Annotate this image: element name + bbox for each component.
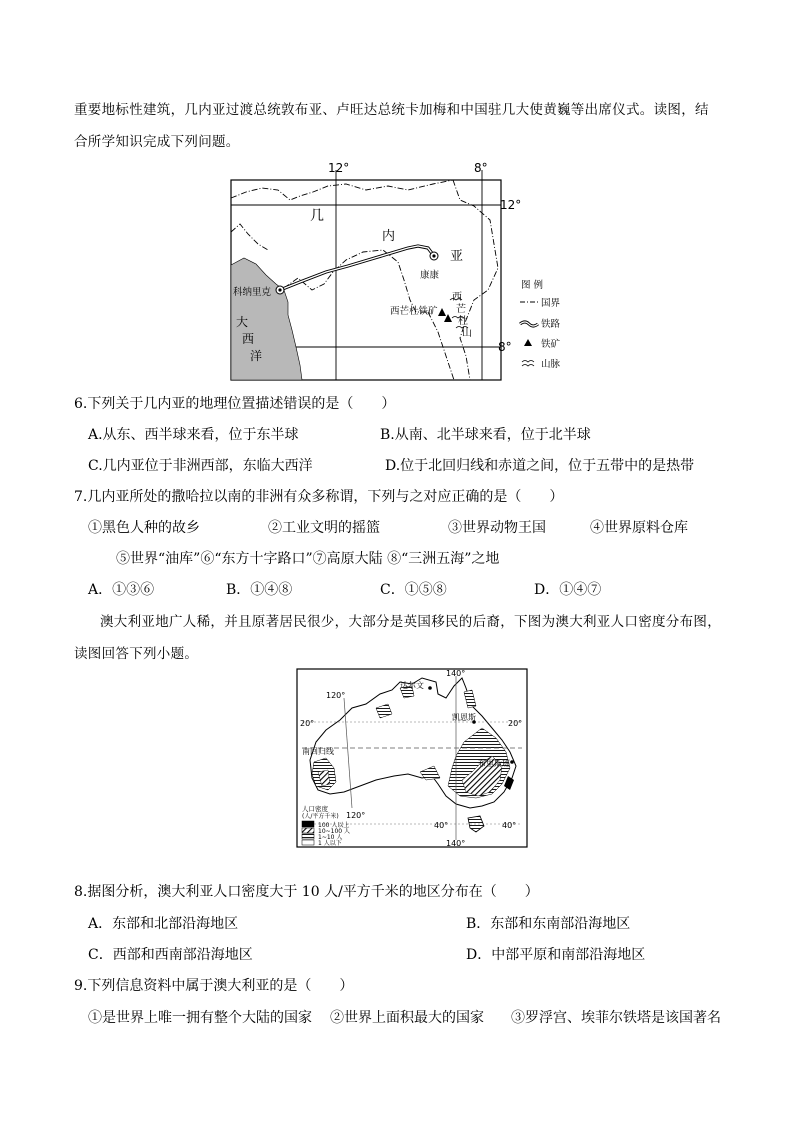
map1-ocean-2: 西 xyxy=(242,332,255,346)
map1-mountain-4: 山 xyxy=(462,328,472,339)
q8-option-c: C．西部和西南部沿海地区 xyxy=(88,947,253,963)
q6-stem: 6.下列关于几内亚的地理位置描述错误的是（ ） xyxy=(74,396,396,412)
map1-mountain-1: 西 xyxy=(452,292,462,303)
intro2-line1: 澳大利亚地广人稀，并且原著居民很少，大部分是英国移民的后裔，下图为澳大利亚人口密度分布图， xyxy=(100,614,721,630)
q7-stem: 7.几内亚所处的撒哈拉以南的非洲有众多称谓，下列与之对应正确的是（ ） xyxy=(74,489,564,505)
legend-swatch-hatch xyxy=(302,828,314,833)
q7-item-3: ③世界动物王国 xyxy=(448,520,546,536)
map1-legend-title: 图 例 xyxy=(521,280,544,291)
australia-map xyxy=(296,668,528,848)
q7-item-2: ②工业文明的摇篮 xyxy=(268,520,380,536)
q8-option-b: B．东部和东南部沿海地区 xyxy=(466,916,631,932)
map2-tropic: 南回归线 xyxy=(302,747,334,756)
map1-ocean-1: 大 xyxy=(236,315,249,329)
map2-cairns: 凯恩斯 xyxy=(452,713,476,722)
q6-option-a: A.从东、西半球来看，位于东半球 xyxy=(88,427,299,443)
intro2-line2: 读图回答下列小题。 xyxy=(74,646,199,662)
map1-country-3: 亚 xyxy=(450,249,464,264)
q7-option-d: D．①④⑦ xyxy=(534,582,602,598)
intro1-line1: 重要地标性建筑，几内亚过渡总统敦布亚、卢旺达总统卡加梅和中国驻几大使黄巍等出席仪式。读图，结 xyxy=(74,102,709,118)
q8-option-d: D．中部平原和南部沿海地区 xyxy=(466,947,646,963)
map1-legend-mine: 铁矿 xyxy=(541,339,561,350)
q6-option-b: B.从南、北半球来看，位于北半球 xyxy=(380,427,591,443)
map1-mine: 西芒杜铁矿 xyxy=(390,306,438,317)
legend-swatch-dense xyxy=(302,821,314,827)
q7-option-b: B．①④⑧ xyxy=(226,582,293,598)
legend-swatch-empty xyxy=(302,840,314,845)
q7-items-5-8: ⑤世界“油库”⑥“东方十字路口”⑦高原大陆 ⑧“三洲五海”之地 xyxy=(116,551,500,567)
map2-lon-120-bottom: 120° xyxy=(346,811,366,820)
map1-city-east: 康康 xyxy=(420,270,440,281)
map1-mountain-3: 杜 xyxy=(458,316,468,327)
map2-lon-140-bottom: 140° xyxy=(446,839,466,848)
map2-legend-3: 1~10 人 xyxy=(318,834,343,841)
q7-option-a: A．①③⑥ xyxy=(88,582,155,598)
q7-item-1: ①黑色人种的故乡 xyxy=(88,520,200,536)
map1-lat-bottom: 8° xyxy=(498,340,512,354)
map2-lat-20-right: 20° xyxy=(508,719,523,728)
intro1-line2: 合所学知识完成下列问题。 xyxy=(74,134,240,150)
guinea-map xyxy=(228,160,568,385)
map1-country-1: 几 xyxy=(310,208,324,224)
map1-mountain-2: 芒 xyxy=(456,304,466,315)
legend-swatch-lines xyxy=(302,834,314,839)
q8-stem: 8.据图分析，澳大利亚人口密度大于 10 人/平方千米的地区分布在（ ） xyxy=(74,884,539,900)
map1-lon-right: 8° xyxy=(474,161,488,175)
q7-item-4: ④世界原料仓库 xyxy=(590,520,688,536)
map2-darwin: 达尔文 xyxy=(400,681,424,690)
map2-lon-120-top: 120° xyxy=(326,691,346,700)
map1-legend-mountain: 山脉 xyxy=(541,359,561,370)
q8-option-a: A．东部和北部沿海地区 xyxy=(88,916,239,932)
legend-mountain-symbol xyxy=(522,361,534,367)
q6-option-d: D.位于北回归线和赤道之间，位于五带中的是热带 xyxy=(385,458,695,474)
map2-legend-4: 1 人以下 xyxy=(318,840,342,847)
q9-item-1: ①是世界上唯一拥有整个大陆的国家 xyxy=(88,1010,312,1026)
q9-stem: 9.下列信息资料中属于澳大利亚的是（ ） xyxy=(74,978,354,994)
map2-lon-140-top: 140° xyxy=(446,669,466,678)
q6-option-c: C.几内亚位于非洲西部，东临大西洋 xyxy=(88,458,313,474)
map1-ocean-3: 洋 xyxy=(250,349,263,363)
legend-mine-symbol xyxy=(524,339,532,346)
map2-legend-1: 100 人以上 xyxy=(318,822,350,829)
map1-legend-rail: 铁路 xyxy=(541,319,561,330)
map2-legend-unit: (人/平方千米) xyxy=(302,813,339,820)
map2-brisbane: 布里斯班 xyxy=(478,759,510,768)
map1-lon-left: 12° xyxy=(328,161,350,175)
q7-option-c: C．①⑤⑧ xyxy=(380,582,447,598)
map2-lat-40-right: 40° xyxy=(502,821,517,830)
map2-legend-2: 10~100 人 xyxy=(318,828,351,835)
map2-legend-title: 人口密度 xyxy=(302,805,328,813)
map1-legend-border: 国界 xyxy=(541,298,561,309)
map2-lat-40-left: 40° xyxy=(434,821,449,830)
q9-item-2: ②世界上面积最大的国家 xyxy=(330,1010,484,1026)
map1-lat-top: 12° xyxy=(500,198,522,212)
map2-lat-20-left: 20° xyxy=(300,719,315,728)
map1-city-west: 科纳里克 xyxy=(233,287,272,298)
map1-country-2: 内 xyxy=(382,229,396,244)
q9-item-3: ③罗浮宫、埃菲尔铁塔是该国著名 xyxy=(511,1010,721,1026)
